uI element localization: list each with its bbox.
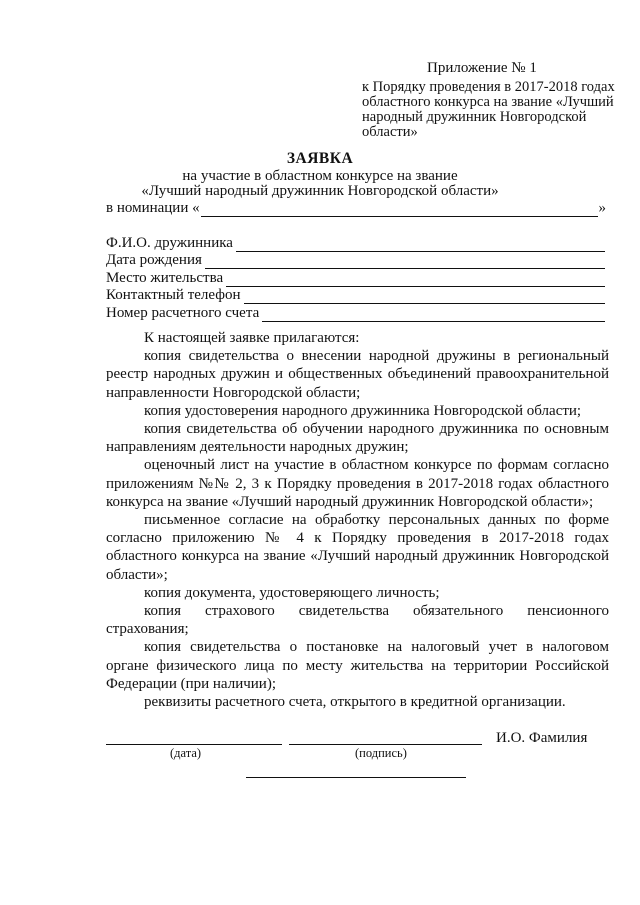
list-item: копия свидетельства о постановке на налоговый учет в налоговом органе физического лица по месту жительства на территории Российской Федерации (при наличии);	[106, 639, 609, 692]
field-blank[interactable]	[205, 256, 605, 269]
field-residence	[106, 269, 606, 287]
field-full-name	[106, 234, 606, 252]
signer-name: И.О. Фамилия	[496, 730, 588, 746]
nomination-suffix: »	[598, 200, 606, 216]
field-phone	[106, 287, 606, 305]
field-label: Место жительства	[106, 269, 224, 286]
list-item: копия удостоверения народного дружинника Новгородской области;	[144, 402, 582, 419]
attachments-list	[106, 329, 609, 711]
signature-line[interactable]	[289, 744, 482, 745]
applicant-fields	[106, 234, 606, 322]
bottom-line	[246, 777, 466, 778]
field-blank[interactable]	[244, 291, 606, 304]
form-title: ЗАЯВКА	[286, 150, 354, 167]
appendix-body: к Порядку проведения в 2017-2018 годах областного конкурса на звание «Лучший народный дружинник Новгородской области»	[362, 79, 615, 140]
nomination-blank[interactable]	[201, 203, 598, 217]
field-label: Номер расчетного счета	[106, 304, 260, 321]
list-item: оценочный лист на участие в областном конкурсе по формам согласно приложениям №№ 2, 3 к Порядку проведения в 2017-2018 годах областного конкурса на звание «Лучший народный дружинник Новгородской области»;	[106, 457, 609, 510]
list-item: копия документа, удостоверяющего личность;	[144, 584, 440, 601]
list-item: реквизиты расчетного счета, открытого в кредитной организации.	[144, 694, 566, 711]
field-account-number	[106, 304, 606, 322]
field-label: Дата рождения	[106, 252, 202, 268]
field-birth-date	[106, 252, 606, 270]
field-blank[interactable]	[262, 309, 605, 322]
list-item: копия свидетельства об обучении народного дружинника по основным направлениям деятельности народных дружин;	[106, 421, 609, 456]
field-blank[interactable]	[236, 239, 605, 252]
field-blank[interactable]	[226, 274, 605, 287]
list-item: копия свидетельства о внесении народной дружины в региональный реестр народных дружин и общественных объединений правоохранительной направленности Новгородской области;	[106, 348, 609, 401]
field-label: Ф.И.О. дружинника	[106, 234, 233, 251]
nomination-row	[106, 200, 606, 217]
form-subtitle-line1: на участие в областном конкурсе на звание	[182, 168, 458, 184]
form-subtitle-line2: «Лучший народный дружинник Новгородской области»	[141, 183, 499, 199]
attachments-intro: К настоящей заявке прилагаются:	[144, 330, 360, 346]
nomination-prefix: в номинации «	[106, 200, 200, 216]
list-item: копия страхового свидетельства обязательного пенсионного страхования;	[106, 603, 609, 638]
signature-caption: (подпись)	[355, 746, 407, 760]
list-item: письменное согласие на обработку персональных данных по форме согласно приложению № 4 к Порядку проведения в 2017-2018 годах областного конкурса на звание «Лучший народный дружинник Новгородской области»;	[106, 512, 609, 583]
field-label: Контактный телефон	[106, 287, 241, 303]
date-line[interactable]	[106, 744, 282, 745]
date-caption: (дата)	[170, 746, 202, 760]
appendix-title: Приложение № 1	[427, 60, 537, 76]
